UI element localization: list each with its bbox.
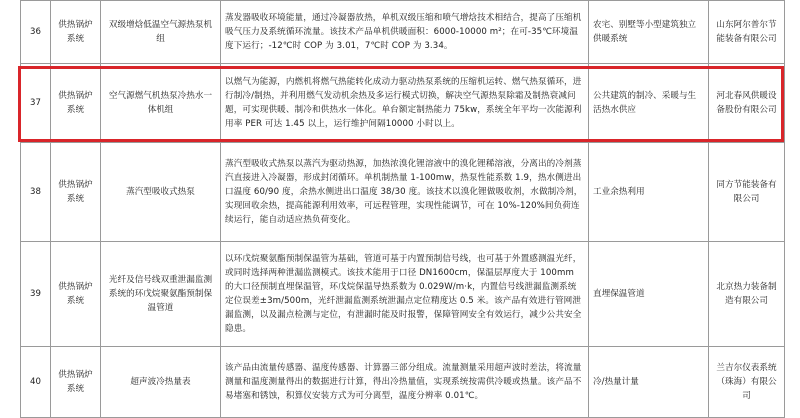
row-application: 公共建筑的制冷、采暖与生活热水供应: [589, 64, 709, 143]
row-number: 37: [21, 64, 51, 143]
row-description: 该产品由流量传感器、温度传感器、计算器三部分组成。流量测量采用超声波时差法，将流量测量和温度测量得出的数据进行计算，得出冷热量值，实现系统按需供冷暖或热量。该产品不易堵塞和锈蚀，积算仪安装方式为可分离型，温度分辨率 0.01℃。: [221, 347, 589, 418]
row-description: 蒸发器吸收环境能量，通过冷凝器放热，单机双级压缩和喷气增焓技术相结合，提高了压缩机吸气压力及系统循环流量。该技术产品单机供暖面积：6000-10000 m²；在可-35℃环境温度下运行；-12℃时 COP 为 3.01，7℃时 COP 为 3.34。: [221, 1, 589, 64]
table-row: [21, 1, 785, 64]
row-number: 40: [21, 347, 51, 418]
row-description: 蒸汽型吸收式热泵以蒸汽为驱动热源，加热浓溴化锂溶液中的溴化锂稀溶液，分离出的冷剂蒸汽直接进入冷凝器，形成封闭循环。单机制热量 1-100mw，热泵性能系数 1.9，热水侧进出口温度 60/90 度，余热水侧进出口温度 38/30 度。该技术以溴化锂做吸收剂，水做制冷剂，实现回收余热，提高能源利用效率，可远程管理，实现性能调节，可在 10%-120%间负荷连续运行，能自动适应热负荷变化。: [221, 143, 589, 242]
row-application: 工业余热利用: [589, 143, 709, 242]
row-category: 供热锅炉系统: [51, 1, 101, 64]
row-organization: 山东阿尔普尔节能装备有限公司: [709, 1, 785, 64]
row-category: 供热锅炉系统: [51, 242, 101, 347]
row-category: 供热锅炉系统: [51, 143, 101, 242]
table-row: [21, 143, 785, 242]
row-tech-name: 蒸汽型吸收式热泵: [101, 143, 221, 242]
row-tech-name: 双级增焓低温空气源热泵机组: [101, 1, 221, 64]
row-organization: 北京热力装备制造有限公司: [709, 242, 785, 347]
row-organization: 同方节能装备有限公司: [709, 143, 785, 242]
technology-catalog-table: [20, 0, 785, 418]
row-description: 以环戊烷聚氨酯预制保温管为基础，管道可基于内置预制信号线，也可基于外置感测温光纤，或同时选择两种泄漏监测模式。该技术能用于口径 DN1600cm，保温层厚度大于 100mm 的大口径预制直埋保温管，环戊烷保温导热系数为 0.029W/m·k，内置信号线泄漏监测系统定位误差±3m/500m，光纤泄漏监测系统泄漏点定位精度达 0.5 米。该产品有效进行管网泄漏监测，以及漏点检测与定位，有泄漏时能及时报警，保障管网安全有效运行，减少公共安全隐患。: [221, 242, 589, 347]
row-organization: 河北春风供暖设备股份有限公司: [709, 64, 785, 143]
row-number: 38: [21, 143, 51, 242]
row-tech-name: 超声波冷热量表: [101, 347, 221, 418]
row-application: 冷/热量计量: [589, 347, 709, 418]
table-row: [21, 347, 785, 418]
row-application: 农宅、别墅等小型建筑独立供暖系统: [589, 1, 709, 64]
row-number: 39: [21, 242, 51, 347]
row-number: 36: [21, 1, 51, 64]
row-organization: 兰吉尔仪表系统（珠海）有限公司: [709, 347, 785, 418]
row-tech-name: 空气源燃气机热泵冷热水一体机组: [101, 64, 221, 143]
table-row: [21, 64, 785, 143]
row-tech-name: 光纤及信号线双重泄漏监测系统的环戊烷聚氨酯预制保温管道: [101, 242, 221, 347]
row-category: 供热锅炉系统: [51, 64, 101, 143]
row-category: 供热锅炉系统: [51, 347, 101, 418]
row-application: 直埋保温管道: [589, 242, 709, 347]
table-row: [21, 242, 785, 347]
row-description: 以燃气为能源，内燃机将燃气热能转化成动力驱动热泵系统的压缩机运转、燃气热泵循环，进行制冷/制热，并利用燃气发动机余热及多运行模式切换，解决空气源热泵除霜及制热衰减问题，可实现供暖、制冷和供热水一体化。单台额定制热能力 75kw，系统全年平均一次能源利用率 PER 可达 1.45 以上，运行维护间隔10000 小时以上。: [221, 64, 589, 143]
